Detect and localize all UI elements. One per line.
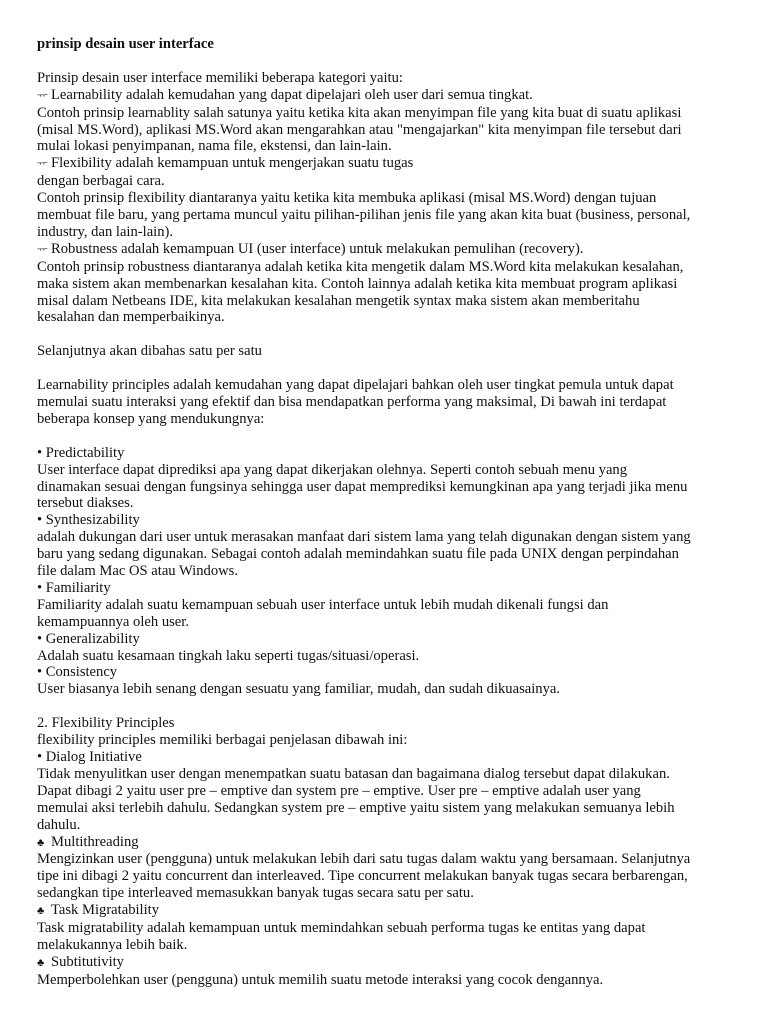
text-line: tipe ini dibagi 2 yaitu concurrent dan interleaved. Tipe concurrent melakukan banyak tugas secara berbarengan, [37,868,688,885]
bullet-heading: • Dialog Initiative [37,748,142,765]
document-page [37,36,737,989]
text-line: dahulu. [37,816,81,833]
wingding-bullet-icon: ᅲ [37,89,48,102]
text-line: kemampuannya oleh user. [37,613,189,630]
text-line: sedangkan tipe interleaved memasukkan banyak tugas secara satu per satu. [37,885,474,902]
text-line: Learnability principles adalah kemudahan yang dapat dipelajari bahkan oleh user tingkat pemula untuk dapat [37,377,674,394]
text-line: Adalah suatu kesamaan tingkah laku seperti tugas/situasi/operasi. [37,647,420,664]
text-line: Selanjutnya akan dibahas satu per satu [37,343,262,360]
text-line: beberapa konsep yang mendukungnya: [37,410,265,427]
text-line: Tidak menyulitkan user dengan menempatkan suatu batasan dan bagaimana dialog tersebut dapat dilakukan. [37,765,670,782]
list-item [37,155,737,173]
list-item [37,902,737,920]
text-line: Memperbolehkan user (pengguna) untuk memilih suatu metode interaksi yang cocok dengannya. [37,971,604,988]
text-line: Learnability adalah kemudahan yang dapat dipelajari oleh user dari semua tingkat. [51,86,533,103]
text-line: Dapat dibagi 2 yaitu user pre – emptive dan system pre – emptive. User pre – emptive adalah user yang [37,782,641,799]
text-line: file dalam Mac OS atau Windows. [37,563,238,580]
blank-line [37,326,737,343]
text-line: Contoh prinsip flexibility diantaranya yaitu ketika kita membuka aplikasi (misal MS.Word) dengan tujuan [37,190,657,207]
wingding-bullet-icon: ᅲ [37,158,48,171]
text-line: maka sistem akan membenarkan kesalahan kita. Contoh lainnya adalah ketika kita membuat program aplikasi [37,275,678,292]
text-line: baru yang sedang digunakan. Sebagai contoh adalah memindahkan suatu file pada UNIX dengan perpindahan [37,546,679,563]
text-line: Task migratability adalah kemampuan untuk memindahkan sebuah performa tugas ke entitas yang dapat [37,920,646,937]
bullet-heading: • Familiarity [37,579,111,596]
bullet-heading: • Consistency [37,664,118,681]
text-line: User interface dapat diprediksi apa yang dapat dikerjakan olehnya. Seperti contoh sebuah menu yang [37,461,628,478]
text-line: Prinsip desain user interface memiliki beberapa kategori yaitu: [37,69,403,86]
text-line: memulai aksi terlebih dahulu. Sedangkan system pre – emptive yaitu sistem yang melakukan semuanya lebih [37,799,675,816]
blank-line [37,428,737,445]
list-item [37,954,737,972]
list-item [37,241,737,259]
text-line: kesalahan dan memperbaikinya. [37,309,225,326]
blank-line [37,698,737,715]
text-line: Contoh prinsip robustness diantaranya adalah ketika kita mengetik dalam MS.Word kita melakukan kesalahan, [37,258,684,275]
text-line: Subtitutivity [51,953,124,970]
blank-line [37,53,737,70]
text-line: Contoh prinsip learnablity salah satunya yaitu ketika kita akan menyimpan file yang kita buat di suatu aplikasi [37,104,682,121]
bullet-heading: • Predictability [37,444,125,461]
text-line: membuat file baru, yang pertama muncul yaitu pilihan-pilihan jenis file yang akan kita buat (business, personal, [37,207,691,224]
text-line: mulai lokasi penyimpanan, nama file, ekstensi, dan lain-lain. [37,138,392,155]
club-bullet-icon: ♣ [37,836,45,849]
list-item [37,834,737,852]
text-line: (misal MS.Word), aplikasi MS.Word akan mengarahkan atau "mengajarkan" kita menyimpan file tersebut dari [37,121,682,138]
text-line: flexibility principles memiliki berbagai penjelasan dibawah ini: [37,732,408,749]
text-line: tersebut diakses. [37,495,134,512]
text-line: misal dalam Netbeans IDE, kita melakukan kesalahan mengetik syntax maka sistem akan memberitahu [37,292,640,309]
club-bullet-icon: ♣ [37,956,45,969]
text-line: industry, dan lain-lain). [37,223,174,240]
wingding-bullet-icon: ᅲ [37,243,48,256]
text-line: Robustness adalah kemampuan UI (user interface) untuk melakukan pemulihan (recovery). [51,240,584,257]
list-item [37,87,737,105]
club-bullet-icon: ♣ [37,905,45,918]
blank-line [37,360,737,377]
text-line: memulai suatu interaksi yang efektif dan bisa mendapatkan performa yang maksimal, Di bawah ini terdapat [37,393,667,410]
text-line: Flexibility adalah kemampuan untuk mengerjakan suatu tugas [51,155,414,172]
text-line: dengan berbagai cara. [37,173,165,190]
text-line: melakukannya lebih baik. [37,936,188,953]
text-line: dinamakan sesuai dengan fungsinya sehingga user dapat memprediksi kemungkinan apa yang terjadi jika menu [37,478,688,495]
text-line: Task Migratability [51,902,160,919]
document-title: prinsip desain user interface [37,36,214,52]
section-heading: 2. Flexibility Principles [37,715,175,732]
bullet-heading: • Synthesizability [37,512,140,529]
text-line: Familiarity adalah suatu kemampuan sebuah user interface untuk lebih mudah dikenali fungsi dan [37,596,609,613]
text-line: adalah dukungan dari user untuk merasakan manfaat dari sistem lama yang telah digunakan dengan sistem yang [37,529,691,546]
text-line: User biasanya lebih senang dengan sesuatu yang familiar, mudah, dan sudah dikuasainya. [37,681,561,698]
text-line: Multithreading [51,833,139,850]
text-line: Mengizinkan user (pengguna) untuk melakukan lebih dari satu tugas dalam waktu yang bersamaan. Selanjutnya [37,851,691,868]
bullet-heading: • Generalizability [37,630,140,647]
